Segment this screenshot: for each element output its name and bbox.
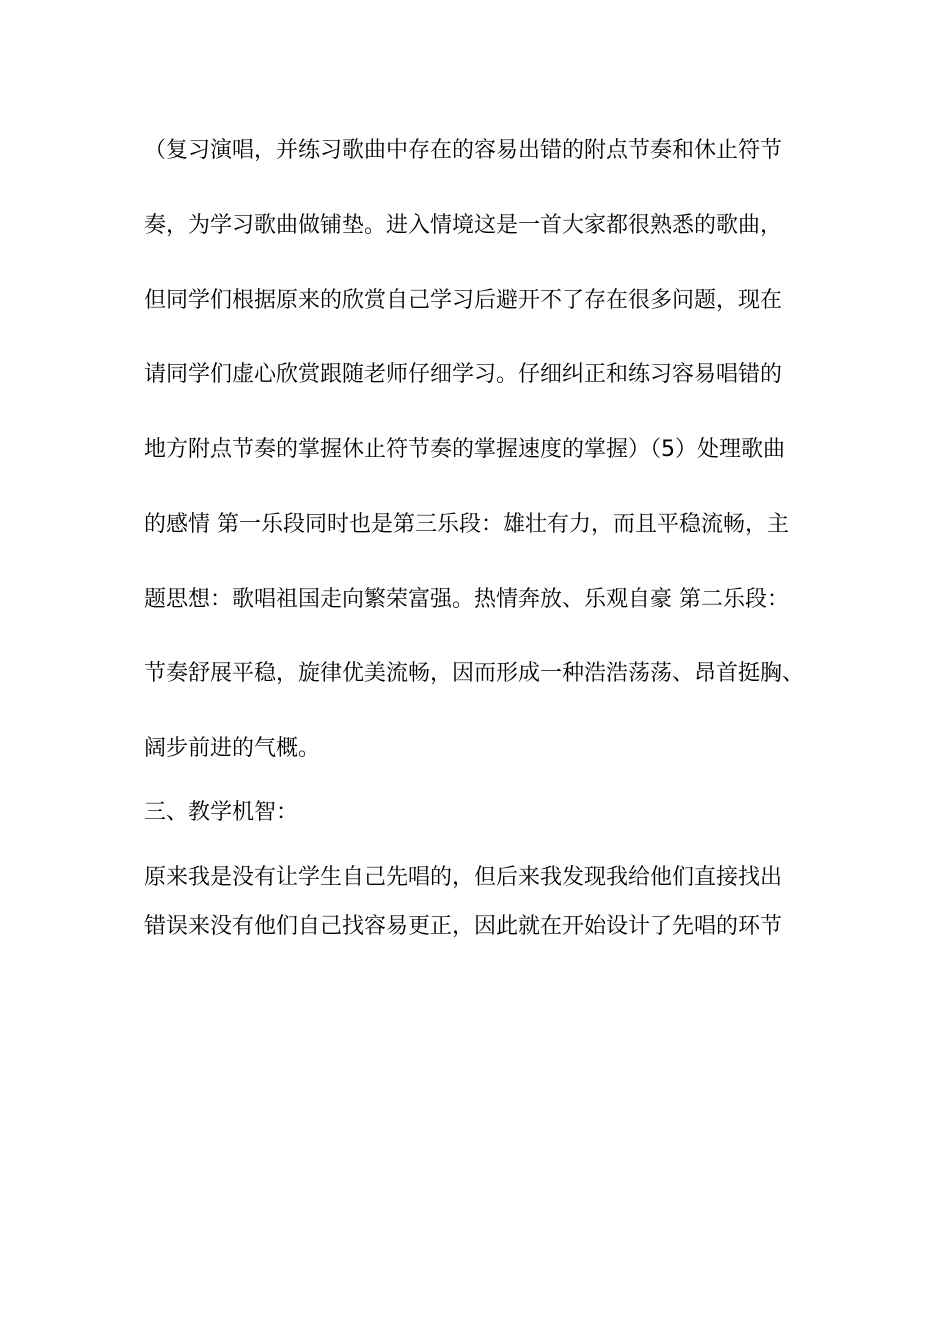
paragraph-line: （复习演唱，并练习歌曲中存在的容易出错的附点节奏和休止符节: [144, 138, 783, 163]
paragraph-line: 地方附点节奏的掌握休止符节奏的掌握速度的掌握）（5）处理歌曲: [144, 437, 785, 462]
section-heading: 三、教学机智：: [144, 800, 299, 825]
paragraph-line: 的感情 第一乐段同时也是第三乐段：雄壮有力，而且平稳流畅，主: [144, 512, 789, 537]
paragraph-line: 节奏舒展平稳，旋律优美流畅，因而形成一种浩浩荡荡、昂首挺胸、: [144, 661, 805, 686]
paragraph-line: 请同学们虚心欣赏跟随老师仔细学习。仔细纠正和练习容易唱错的: [144, 362, 783, 387]
paragraph-line: 原来我是没有让学生自己先唱的，但后来我发现我给他们直接找出: [144, 865, 783, 890]
paragraph-line: 奏，为学习歌曲做铺垫。进入情境这是一首大家都很熟悉的歌曲，: [144, 213, 783, 238]
paragraph-line: 但同学们根据原来的欣赏自己学习后避开不了存在很多问题，现在: [144, 288, 783, 313]
paragraph-line: 阔步前进的气概。: [144, 736, 321, 761]
paragraph-line: 题思想：歌唱祖国走向繁荣富强。热情奔放、乐观自豪 第二乐段：: [144, 587, 789, 612]
paragraph-line: 错误来没有他们自己找容易更正，因此就在开始设计了先唱的环节: [144, 914, 783, 939]
